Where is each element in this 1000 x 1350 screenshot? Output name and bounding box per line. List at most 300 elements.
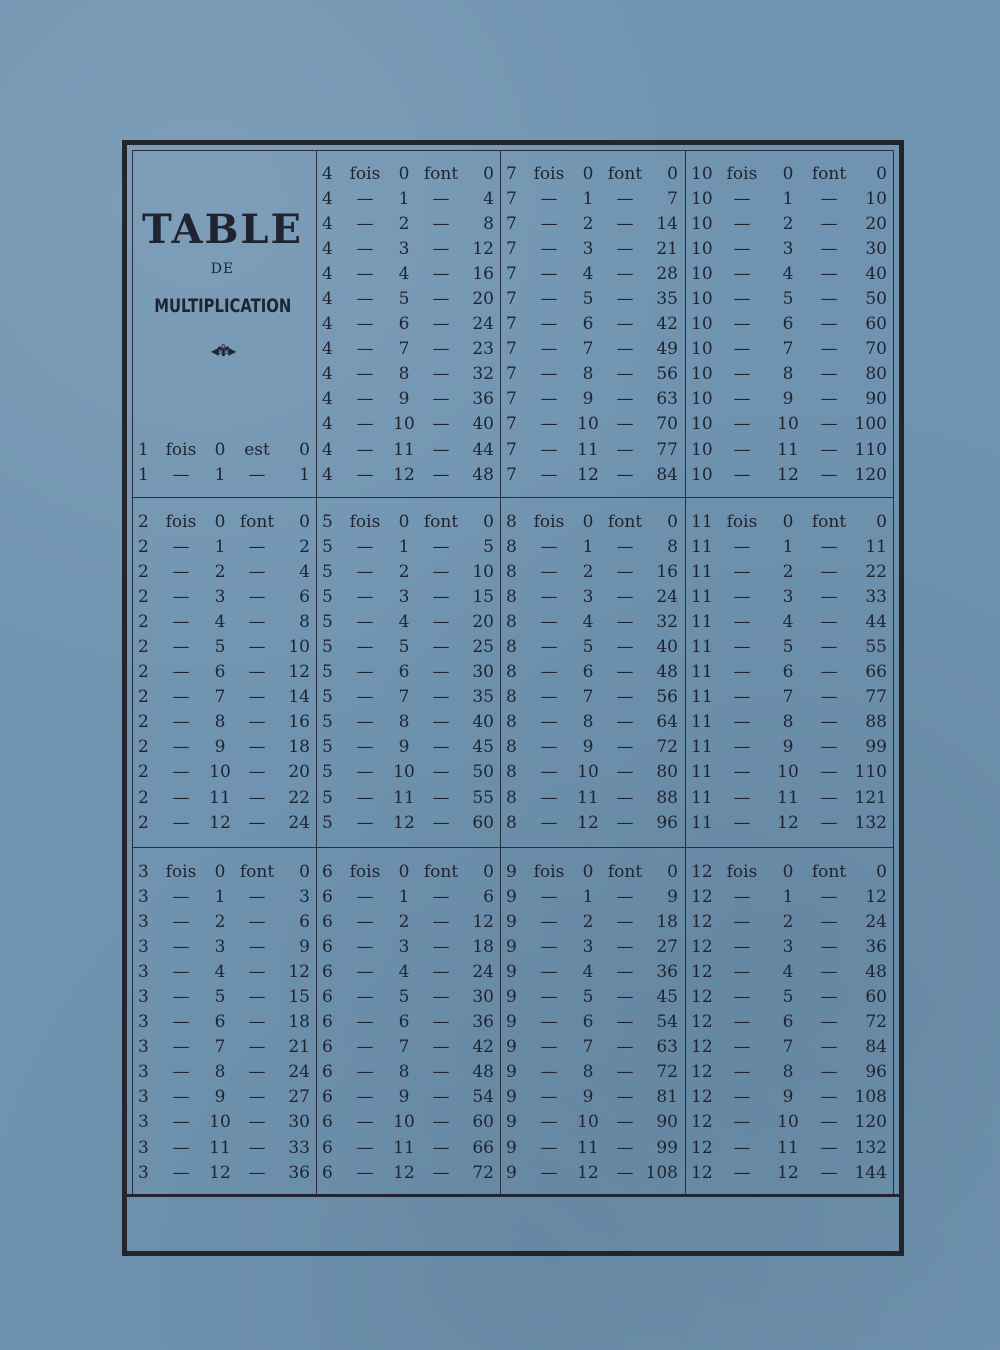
multiplicand: 12 [691,862,713,882]
multiplicand: 9 [506,1112,517,1133]
multiplier: 4 [398,962,410,983]
result-word: — [432,439,450,460]
operator-word: — [172,587,190,608]
product: 60 [472,1112,494,1133]
product: 44 [472,439,494,460]
multiplier: 11 [393,787,415,808]
operator-word: — [172,637,190,658]
multiplier: 9 [782,1087,794,1108]
table-row [322,685,494,710]
multiplicand: 9 [506,1162,517,1183]
result-word: — [616,364,634,385]
table-row [138,760,310,785]
multiplier: 4 [398,612,410,633]
title-block [135,205,310,361]
multiplicand: 3 [138,862,149,882]
product: 22 [865,562,887,583]
multiplier: 11 [777,439,799,460]
product: 32 [472,364,494,385]
table-row [691,237,887,262]
product: 132 [854,812,887,833]
multiplier: 10 [393,1112,415,1133]
table-7 [506,162,678,488]
result-word: — [616,587,634,608]
table-row [506,860,678,885]
result-word: — [820,264,838,285]
operator-word: — [540,1037,558,1058]
table-11 [691,510,887,836]
multiplicand: 2 [138,687,149,708]
table-row [322,860,494,885]
operator-word: — [356,1112,374,1133]
multiplicand: 8 [506,562,517,583]
multiplier: 11 [777,787,799,808]
product: 110 [854,439,887,460]
product: 28 [656,264,678,285]
multiplicand: 11 [691,537,713,558]
result-word: — [820,1137,838,1158]
table-row [322,885,494,910]
table-row [322,660,494,685]
result-word: — [432,189,450,210]
multiplicand: 6 [322,1062,333,1083]
product: 10 [865,189,887,210]
table-row [506,710,678,735]
operator-word: — [540,737,558,758]
result-word: — [820,1062,838,1083]
product: 18 [472,937,494,958]
table-row [138,811,310,836]
result-word: — [248,887,266,908]
product: 24 [472,314,494,335]
result-word: font [607,512,643,532]
result-word: — [248,537,266,558]
product: 30 [472,987,494,1008]
multiplier: 6 [782,1012,794,1033]
table-row [138,660,310,685]
multiplicand: 4 [322,439,333,460]
multiplier: 10 [393,762,415,783]
result-word: font [811,512,847,532]
result-word: — [248,987,266,1008]
table-row [506,811,678,836]
product: 63 [656,1037,678,1058]
table-row [506,287,678,312]
result-word: — [616,612,634,633]
multiplier: 1 [398,189,410,210]
multiplier: 6 [214,1012,226,1033]
product: 24 [472,962,494,983]
operator-word: — [733,1037,751,1058]
operator-word: — [356,464,374,485]
result-word: — [432,912,450,933]
table-row [691,362,887,387]
table-row [322,710,494,735]
multiplier: 3 [782,239,794,260]
table-row [138,560,310,585]
product: 30 [865,239,887,260]
table-row [691,610,887,635]
multiplier: 12 [393,1162,415,1183]
operator-word: — [540,214,558,235]
multiplier: 11 [209,787,231,808]
result-word: — [820,637,838,658]
multiplier: 12 [393,812,415,833]
multiplier: 9 [582,737,594,758]
table-row [691,660,887,685]
product: 110 [854,762,887,783]
product: 80 [865,364,887,385]
multiplicand: 10 [691,264,713,285]
multiplicand: 11 [691,687,713,708]
multiplier: 10 [209,762,231,783]
multiplicand: 6 [322,937,333,958]
operator-word: fois [165,862,197,882]
multiplicand: 2 [138,612,149,633]
multiplicand: 10 [691,414,713,435]
operator-word: — [733,637,751,658]
result-word: — [820,712,838,733]
product: 40 [472,414,494,435]
operator-word: — [356,214,374,235]
multiplier: 3 [214,587,226,608]
column-divider [685,151,686,1195]
multiplier: 4 [582,962,594,983]
multiplicand: 4 [322,464,333,485]
multiplier: 12 [577,1162,599,1183]
multiplier: 7 [214,687,226,708]
product: 35 [656,289,678,310]
multiplicand: 4 [322,314,333,335]
product: 0 [876,862,887,882]
operator-word: fois [349,862,381,882]
multiplier: 0 [398,862,410,882]
result-word: — [616,1062,634,1083]
multiplicand: 9 [506,937,517,958]
operator-word: — [356,1162,374,1183]
product: 36 [865,937,887,958]
operator-word: — [540,289,558,310]
operator-word: — [733,389,751,410]
multiplicand: 10 [691,189,713,210]
table-row [138,1060,310,1085]
multiplier: 4 [782,612,794,633]
multiplier: 9 [214,1087,226,1108]
multiplicand: 12 [691,962,713,983]
operator-word: — [733,314,751,335]
product: 90 [865,389,887,410]
multiplicand: 5 [322,762,333,783]
result-word: — [820,787,838,808]
product: 24 [865,912,887,933]
multiplier: 5 [398,987,410,1008]
result-word: — [432,887,450,908]
product: 90 [656,1112,678,1133]
table-row [691,387,887,412]
multiplicand: 8 [506,812,517,833]
operator-word: — [172,1162,190,1183]
multiplicand: 8 [506,762,517,783]
operator-word: — [356,414,374,435]
product: 77 [656,439,678,460]
table-row [506,1060,678,1085]
multiplicand: 9 [506,1087,517,1108]
result-word: — [820,1037,838,1058]
multiplier: 1 [398,887,410,908]
product: 12 [472,912,494,933]
product: 0 [667,862,678,882]
operator-word: — [733,762,751,783]
multiplicand: 5 [322,612,333,633]
product: 99 [656,1137,678,1158]
operator-word: — [733,414,751,435]
operator-word: fois [726,512,758,532]
table-row [322,1010,494,1035]
result-word: — [820,1012,838,1033]
table-row [138,985,310,1010]
operator-word: — [356,687,374,708]
product: 42 [656,314,678,335]
multiplier: 8 [782,1062,794,1083]
multiplier: 1 [214,537,226,558]
multiplicand: 11 [691,737,713,758]
operator-word: — [540,314,558,335]
result-word: font [607,862,643,882]
result-word: — [432,687,450,708]
operator-word: fois [533,862,565,882]
table-row [506,760,678,785]
product: 12 [288,962,310,983]
result-word: — [248,1137,266,1158]
result-word: — [248,1037,266,1058]
multiplicand: 10 [691,364,713,385]
multiplicand: 9 [506,1137,517,1158]
multiplicand: 11 [691,512,713,532]
table-row [691,212,887,237]
table-row [138,960,310,985]
table-6 [322,860,494,1186]
result-word: — [432,414,450,435]
multiplier: 8 [398,364,410,385]
column-divider [316,151,317,1195]
table-row [506,262,678,287]
multiplier: 0 [582,862,594,882]
multiplier: 8 [398,1062,410,1083]
multiplier: 2 [782,214,794,235]
multiplier: 1 [582,189,594,210]
table-row [138,735,310,760]
multiplier: 9 [398,737,410,758]
multiplier: 5 [582,987,594,1008]
multiplicand: 4 [322,289,333,310]
multiplicand: 10 [691,164,713,184]
table-row [138,935,310,960]
table-row [691,910,887,935]
table-row [506,187,678,212]
operator-word: — [733,612,751,633]
table-row [691,685,887,710]
result-word: — [248,712,266,733]
result-word: — [820,239,838,260]
operator-word: — [172,962,190,983]
result-word: — [616,1112,634,1133]
result-word: — [432,712,450,733]
multiplicand: 4 [322,189,333,210]
multiplier: 2 [582,214,594,235]
table-row [506,786,678,811]
result-word: — [432,1012,450,1033]
table-row [322,560,494,585]
multiplicand: 2 [138,512,149,532]
result-word: — [820,439,838,460]
multiplicand: 6 [322,1112,333,1133]
result-word: — [616,912,634,933]
multiplier: 5 [782,987,794,1008]
multiplier: 1 [582,887,594,908]
table-row [322,463,494,488]
multiplier: 5 [398,289,410,310]
table-3 [138,860,310,1186]
multiplier: 11 [577,1137,599,1158]
multiplier: 10 [777,414,799,435]
operator-word: — [733,1087,751,1108]
multiplicand: 12 [691,987,713,1008]
multiplicand: 3 [138,1037,149,1058]
result-word: — [432,762,450,783]
operator-word: fois [533,164,565,184]
multiplier: 1 [582,537,594,558]
multiplicand: 12 [691,1162,713,1183]
product: 0 [667,512,678,532]
table-row [322,362,494,387]
multiplier: 6 [398,1012,410,1033]
multiplicand: 2 [138,637,149,658]
operator-word: — [540,812,558,833]
multiplier: 8 [582,364,594,385]
product: 54 [656,1012,678,1033]
multiplier: 4 [582,264,594,285]
operator-word: — [733,937,751,958]
result-word: — [248,737,266,758]
multiplier: 8 [782,364,794,385]
multiplicand: 8 [506,737,517,758]
product: 64 [656,712,678,733]
result-word: — [432,1037,450,1058]
product: 21 [656,239,678,260]
result-word: — [248,1162,266,1183]
multiplicand: 5 [322,712,333,733]
multiplier: 2 [398,912,410,933]
table-row [506,162,678,187]
operator-word: fois [726,862,758,882]
title-subtitle: MULTIPLICATION [154,295,292,317]
multiplier: 5 [214,987,226,1008]
multiplier: 0 [214,440,226,460]
table-10 [691,162,887,488]
product: 88 [865,712,887,733]
table-row [322,960,494,985]
multiplier: 4 [782,962,794,983]
operator-word: — [540,787,558,808]
result-word: — [616,1012,634,1033]
product: 0 [299,862,310,882]
table-row [691,162,887,187]
row-divider [133,497,893,498]
product: 8 [483,214,494,235]
operator-word: fois [165,440,197,460]
operator-word: — [356,239,374,260]
product: 108 [645,1162,678,1183]
multiplier: 7 [582,339,594,360]
operator-word: — [356,562,374,583]
table-row [322,610,494,635]
result-word: — [248,662,266,683]
product: 36 [472,389,494,410]
operator-word: — [172,762,190,783]
operator-word: — [733,1012,751,1033]
result-word: — [432,264,450,285]
multiplicand: 9 [506,962,517,983]
table-row [506,610,678,635]
product: 60 [472,812,494,833]
operator-word: — [356,962,374,983]
product: 20 [288,762,310,783]
operator-word: — [540,637,558,658]
table-row [506,463,678,488]
operator-word: — [540,1137,558,1158]
operator-word: — [540,937,558,958]
product: 55 [865,637,887,658]
operator-word: — [733,364,751,385]
operator-word: — [172,912,190,933]
product: 108 [854,1087,887,1108]
multiplier: 1 [214,465,226,486]
multiplicand: 7 [506,164,517,184]
product: 25 [472,637,494,658]
multiplicand: 7 [506,389,517,410]
table-row [322,1085,494,1110]
product: 6 [483,887,494,908]
multiplicand: 8 [506,587,517,608]
product: 81 [656,1087,678,1108]
product: 63 [656,389,678,410]
product: 99 [865,737,887,758]
multiplicand: 9 [506,1062,517,1083]
product: 16 [656,562,678,583]
result-word: — [820,962,838,983]
result-word: — [820,1162,838,1183]
multiplier: 3 [782,587,794,608]
result-word: font [811,164,847,184]
result-word: — [616,812,634,833]
multiplicand: 9 [506,987,517,1008]
result-word: — [616,687,634,708]
result-word: — [820,339,838,360]
product: 9 [667,887,678,908]
multiplier: 0 [398,512,410,532]
multiplicand: 5 [322,562,333,583]
operator-word: — [540,1112,558,1133]
product: 144 [854,1162,887,1183]
product: 60 [865,314,887,335]
product: 10 [472,562,494,583]
multiplier: 1 [782,537,794,558]
result-word: font [239,862,275,882]
product: 56 [656,687,678,708]
operator-word: — [356,1037,374,1058]
table-row [322,786,494,811]
operator-word: — [733,339,751,360]
